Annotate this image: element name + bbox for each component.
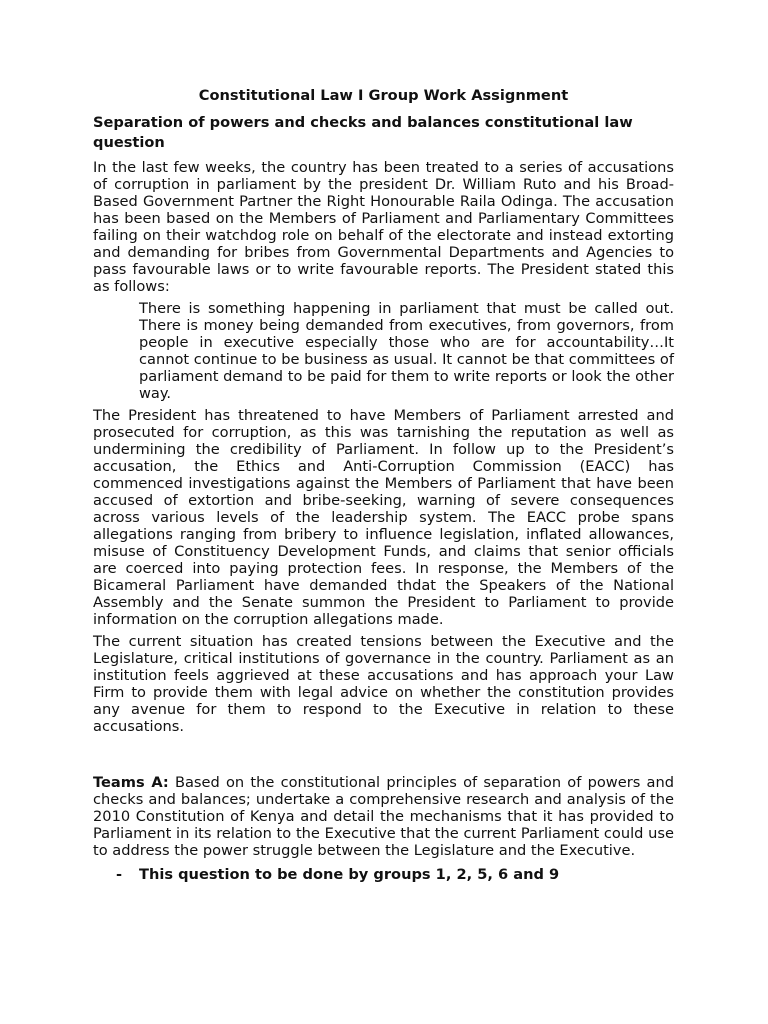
- group-assignment-bullet: [116, 866, 674, 884]
- president-quote: There is something happening in parliament that must be called out. There is money being demanded from executives, from governors, from people in executive especially those who are for accountability…It cannot continue to be business as usual. It cannot be that committees of parliament demand to be paid for them to write reports or look the other way.: [139, 300, 674, 402]
- tensions-paragraph: The current situation has created tensions between the Executive and the Legislature, critical institutions of governance in the country. Parliament as an institution feels aggrieved at these accusations and has approach your Law Firm to provide them with legal advice on whether the constitution provides any avenue for them to respond to the Executive in relation to these accusations.: [93, 633, 674, 735]
- bullet-dash: -: [116, 866, 123, 883]
- teams-a-paragraph: [93, 774, 674, 859]
- teams-a-text: Based on the constitutional principles of separation of powers and checks and balances; undertake a comprehensive research and analysis of the 2010 Constitution of Kenya and detail the mechanisms that it has provided to Parliament in its relation to the Executive that the current Parliament could use to address the power struggle between the Legislature and the Executive.: [93, 774, 674, 859]
- intro-paragraph: In the last few weeks, the country has been treated to a series of accusations of corruption in parliament by the president Dr. William Ruto and his Broad-Based Government Partner the Right Honourable Raila Odinga. The accusation has been based on the Members of Parliament and Parliamentary Committees failing on their watchdog role on behalf of the electorate and instead extorting and demanding for bribes from Governmental Departments and Agencies to pass favourable laws or to write favourable reports. The President stated this as follows:: [93, 159, 674, 295]
- document-body: [93, 86, 674, 884]
- eacc-paragraph: The President has threatened to have Members of Parliament arrested and prosecuted for corruption, as this was tarnishing the reputation as well as undermining the credibility of Parliament. In follow up to the President’s accusation, the Ethics and Anti-Corruption Commission (EACC) has commenced investigations against the Members of Parliament that have been accused of extortion and bribe-seeking, warning of severe consequences across various levels of the leadership system. The EACC probe spans allegations ranging from bribery to influence legislation, inflated allowances, misuse of Constituency Development Funds, and claims that senior officials are coerced into paying protection fees. In response, the Members of the Bicameral Parliament have demanded thdat the Speakers of the National Assembly and the Senate summon the President to Parliament to provide information on the corruption allegations made.: [93, 407, 674, 628]
- question-heading: Separation of powers and checks and balances constitutional law question: [93, 114, 633, 151]
- teams-a-label: Teams A:: [93, 774, 169, 791]
- spacer: [93, 740, 674, 774]
- document-title: Constitutional Law I Group Work Assignment: [198, 87, 569, 104]
- bullet-text: This question to be done by groups 1, 2, 5, 6 and 9: [139, 866, 560, 883]
